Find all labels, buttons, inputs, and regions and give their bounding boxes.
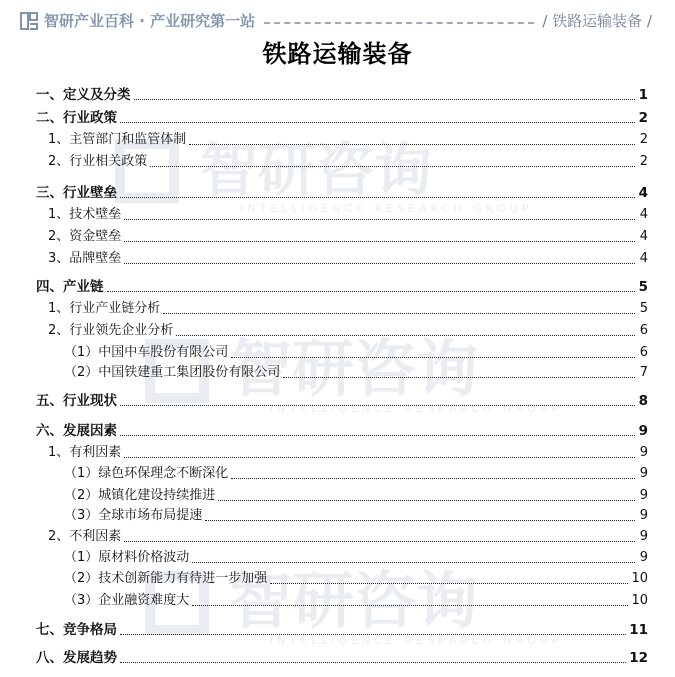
toc-entry-label: 1、主管部门和监管体制 xyxy=(48,132,187,147)
toc-entry[interactable] xyxy=(36,617,648,638)
watermark-text: 智研咨询 xyxy=(230,332,479,405)
toc-entry[interactable] xyxy=(36,202,648,223)
toc-entry-page-number: 2 xyxy=(639,154,648,169)
toc-entry-label: （3）企业融资难度大 xyxy=(64,593,190,608)
toc-entry-page-number: 9 xyxy=(639,508,648,523)
toc-entry-page-number: 10 xyxy=(631,571,648,586)
toc-dot-leader xyxy=(120,197,635,198)
toc-entry[interactable] xyxy=(36,545,648,566)
toc-entry-page-number: 2 xyxy=(639,132,648,147)
toc-entry[interactable] xyxy=(36,340,648,361)
toc-entry[interactable] xyxy=(36,246,648,267)
toc-entry[interactable] xyxy=(36,82,648,103)
toc-entry-label: （2）技术创新能力有待进一步加强 xyxy=(64,571,268,586)
toc-entry-label: 四、产业链 xyxy=(36,279,104,295)
toc-dot-leader xyxy=(231,357,635,358)
toc-dot-leader xyxy=(218,500,635,501)
brand-logo-icon xyxy=(20,12,38,30)
toc-entry-label: 二、行业政策 xyxy=(36,110,117,126)
header-topic: / 铁路运输装备 / xyxy=(542,12,652,30)
toc-dot-leader xyxy=(231,478,635,479)
toc-dot-leader xyxy=(189,144,635,145)
toc-entry[interactable] xyxy=(36,318,648,339)
toc-entry-label: 2、不利因素 xyxy=(48,529,122,544)
toc-dot-leader xyxy=(120,662,626,663)
toc-entry[interactable] xyxy=(36,418,648,439)
toc-dot-leader xyxy=(205,520,635,521)
toc-entry-label: （1）原材料价格波动 xyxy=(64,550,190,565)
toc-entry[interactable] xyxy=(36,180,648,201)
toc-entry-page-number: 10 xyxy=(631,593,648,608)
toc-dot-leader xyxy=(150,166,635,167)
toc-dot-leader xyxy=(124,241,635,242)
toc-entry-page-number: 9 xyxy=(639,466,648,481)
watermark-subtext: INTELLIGENCE RESEARCH GROUP xyxy=(240,202,533,215)
header-divider xyxy=(264,22,534,24)
toc-entry[interactable] xyxy=(36,503,648,524)
toc-entry-page-number: 4 xyxy=(638,185,648,201)
toc-entry-label: （1）绿色环保理念不断深化 xyxy=(64,466,229,481)
toc-entry[interactable] xyxy=(36,588,648,609)
toc-entry-label: 3、品牌壁垒 xyxy=(48,251,122,266)
document-title: 铁路运输装备 xyxy=(262,39,413,68)
toc-dot-leader xyxy=(134,99,636,100)
toc-entry-page-number: 1 xyxy=(638,87,648,103)
toc-entry[interactable] xyxy=(36,440,648,461)
toc-dot-leader xyxy=(107,291,636,292)
toc-entry-page-number: 8 xyxy=(638,393,648,409)
watermark-subtext: INTELLIGENCE RESEARCH GROUP xyxy=(270,402,563,415)
toc-entry-label: 五、行业现状 xyxy=(36,393,117,409)
toc-entry[interactable] xyxy=(36,483,648,504)
toc-dot-leader xyxy=(124,263,635,264)
toc-dot-leader xyxy=(283,377,635,378)
toc-entry-page-number: 7 xyxy=(639,365,648,380)
toc-dot-leader xyxy=(120,634,626,635)
toc-entry-label: 一、定义及分类 xyxy=(36,87,131,103)
toc-entry-label: 2、行业领先企业分析 xyxy=(48,323,174,338)
toc-dot-leader xyxy=(270,583,628,584)
toc-entry[interactable] xyxy=(36,524,648,545)
watermark-text: 智研咨询 xyxy=(200,136,433,204)
toc-entry-label: 2、资金壁垒 xyxy=(48,229,122,244)
toc-entry-label: （2）城镇化建设持续推进 xyxy=(64,488,216,503)
page-header xyxy=(16,10,656,32)
watermark-subtext: INTELLIGENCE RESEARCH GROUP xyxy=(270,634,563,647)
toc-entry-page-number: 9 xyxy=(639,488,648,503)
toc-entry[interactable] xyxy=(36,224,648,245)
toc-entry-label: 2、行业相关政策 xyxy=(48,154,148,169)
toc-dot-leader xyxy=(124,219,635,220)
toc-dot-leader xyxy=(120,405,635,406)
toc-entry-page-number: 4 xyxy=(639,251,648,266)
toc-dot-leader xyxy=(192,562,635,563)
toc-entry-label: 1、技术壁垒 xyxy=(48,207,122,222)
toc-entry[interactable] xyxy=(36,149,648,170)
toc-entry-label: 三、行业壁垒 xyxy=(36,185,117,201)
toc-dot-leader xyxy=(124,541,635,542)
toc-dot-leader xyxy=(192,605,628,606)
toc-entry-label: 八、发展趋势 xyxy=(36,650,117,666)
toc-entry-label: 1、行业产业链分析 xyxy=(48,301,161,316)
toc-entry[interactable] xyxy=(36,360,648,381)
toc-entry[interactable] xyxy=(36,274,648,295)
toc-entry[interactable] xyxy=(36,296,648,317)
toc-entry[interactable] xyxy=(36,566,648,587)
toc-entry-page-number: 9 xyxy=(639,550,648,565)
toc-entry-page-number: 6 xyxy=(639,345,648,360)
toc-entry-label: 七、竞争格局 xyxy=(36,622,117,638)
toc-dot-leader xyxy=(120,435,635,436)
toc-dot-leader xyxy=(163,313,635,314)
toc-entry-page-number: 9 xyxy=(639,445,648,460)
toc-entry-label: （2）中国铁建重工集团股份有限公司 xyxy=(64,365,281,380)
toc-dot-leader xyxy=(120,122,635,123)
toc-entry-label: 1、有利因素 xyxy=(48,445,122,460)
toc-entry-page-number: 4 xyxy=(639,207,648,222)
toc-entry-page-number: 2 xyxy=(638,110,648,126)
toc-entry[interactable] xyxy=(36,105,648,126)
watermark-text: 智研咨询 xyxy=(230,564,479,637)
toc-entry-page-number: 6 xyxy=(639,323,648,338)
toc-entry-page-number: 9 xyxy=(639,529,648,544)
toc-dot-leader xyxy=(176,335,635,336)
toc-entry-page-number: 12 xyxy=(629,650,648,666)
toc-entry-page-number: 9 xyxy=(638,423,648,439)
toc-dot-leader xyxy=(124,457,635,458)
toc-entry[interactable] xyxy=(36,461,648,482)
toc-entry-page-number: 4 xyxy=(639,229,648,244)
toc-entry[interactable] xyxy=(36,127,648,148)
toc-entry-label: （3）全球市场布局提速 xyxy=(64,508,203,523)
toc-entry[interactable] xyxy=(36,645,648,666)
toc-entry-page-number: 5 xyxy=(639,301,648,316)
toc-entry-label: 六、发展因素 xyxy=(36,423,117,439)
toc-entry-label: （1）中国中车股份有限公司 xyxy=(64,345,229,360)
toc-entry-page-number: 11 xyxy=(629,622,648,638)
toc-entry[interactable] xyxy=(36,388,648,409)
header-brand: 智研产业百科 · 产业研究第一站 xyxy=(44,12,256,30)
toc-entry-page-number: 5 xyxy=(638,279,648,295)
